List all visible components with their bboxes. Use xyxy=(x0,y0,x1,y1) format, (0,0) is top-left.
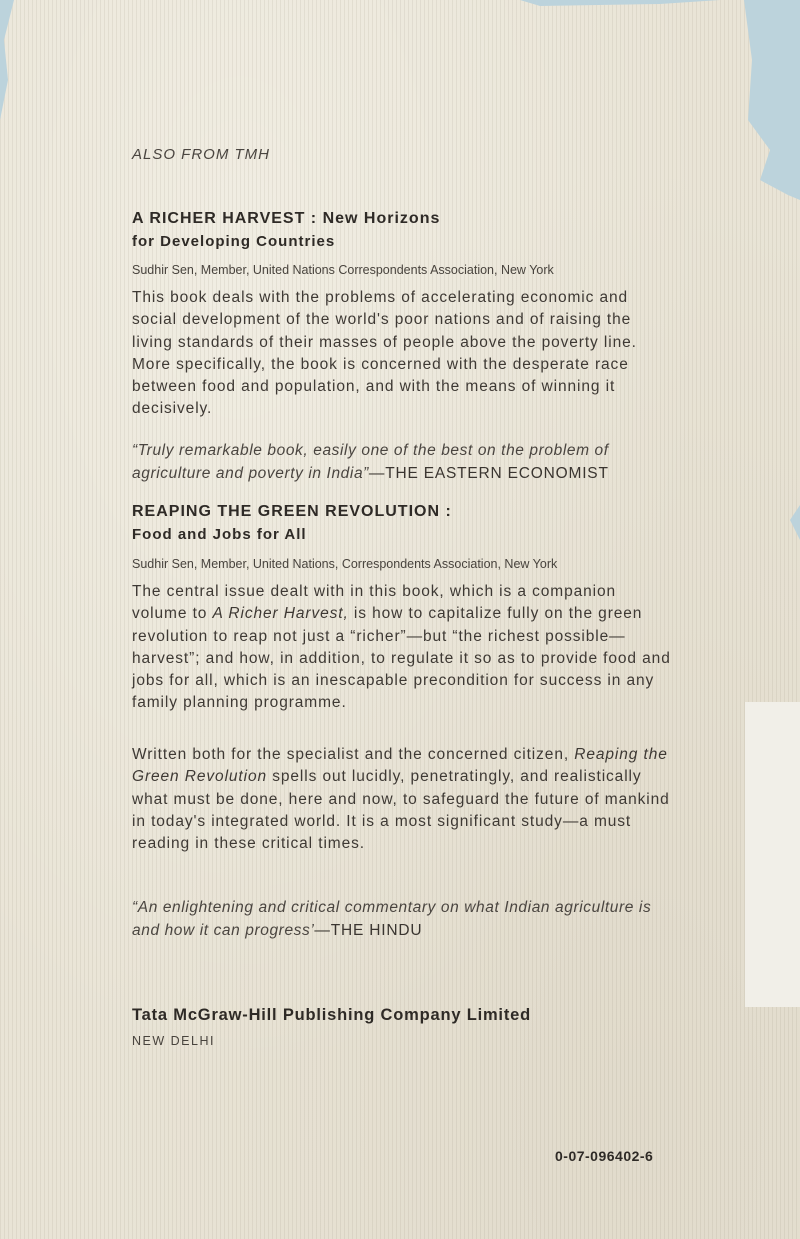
book2-review-quote xyxy=(132,897,652,942)
book2-subtitle: Food and Jobs for All xyxy=(132,526,307,543)
book1-quote-text: “Truly remarkable book, easily one of the best on the problem of agriculture and poverty in India” xyxy=(132,442,609,482)
book2-para1-start: The central issue dealt with in this book, which is a companion volume to xyxy=(132,583,617,623)
book1-title: A RICHER HARVEST : New Horizons xyxy=(132,210,441,227)
book1-review-quote xyxy=(132,440,692,485)
isbn: 0-07-096402-6 xyxy=(555,1148,654,1164)
book2-para2-end: spells out lucidly, penetratingly, and realistically what must be done, here and now, to safeguard the future of mankind in today's integrated world. It is a most significant study—a must reading in these critical times. xyxy=(132,768,670,853)
book2-para2-start: Written both for the specialist and the concerned citizen, xyxy=(132,746,575,763)
book1-author: Sudhir Sen, Member, United Nations Correspondents Association, New York xyxy=(132,263,554,277)
book2-author: Sudhir Sen, Member, United Nations, Correspondents Association, New York xyxy=(132,557,558,571)
book2-quote-text: “An enlightening and critical commentary on what Indian agriculture is and how it can progress’ xyxy=(132,899,652,939)
book2-description-1 xyxy=(132,581,672,715)
book2-para2-title: Reaping the Green Revolution xyxy=(132,746,668,786)
also-from-heading: ALSO FROM TMH xyxy=(132,146,271,163)
book2-quote-source: —THE HINDU xyxy=(314,921,423,939)
book1-quote-source: —THE EASTERN ECONOMIST xyxy=(368,464,609,482)
book2-title: REAPING THE GREEN REVOLUTION : xyxy=(132,503,452,520)
book2-para1-end: is how to capitalize fully on the green revolution to reap not just a “richer”—but “the richest possible—harvest”; and how, in addition, to regulate it so as to provide food and jobs for all, which is an inescapable precondition for success in any family planning programme. xyxy=(132,605,671,712)
publisher-name: Tata McGraw-Hill Publishing Company Limited xyxy=(132,1006,531,1024)
book2-para1-title: A Richer Harvest, xyxy=(212,605,349,623)
book1-subtitle: for Developing Countries xyxy=(132,233,336,250)
book1-description: This book deals with the problems of accelerating economic and social development of the world's poor nations and of raising the living standards of their masses of people above the poverty line. More specifically, the book is concerned with the desperate race between food and population, and with the means of winning it decisively. xyxy=(132,289,637,418)
book2-description-2 xyxy=(132,744,672,855)
publisher-city: NEW DELHI xyxy=(132,1034,215,1048)
